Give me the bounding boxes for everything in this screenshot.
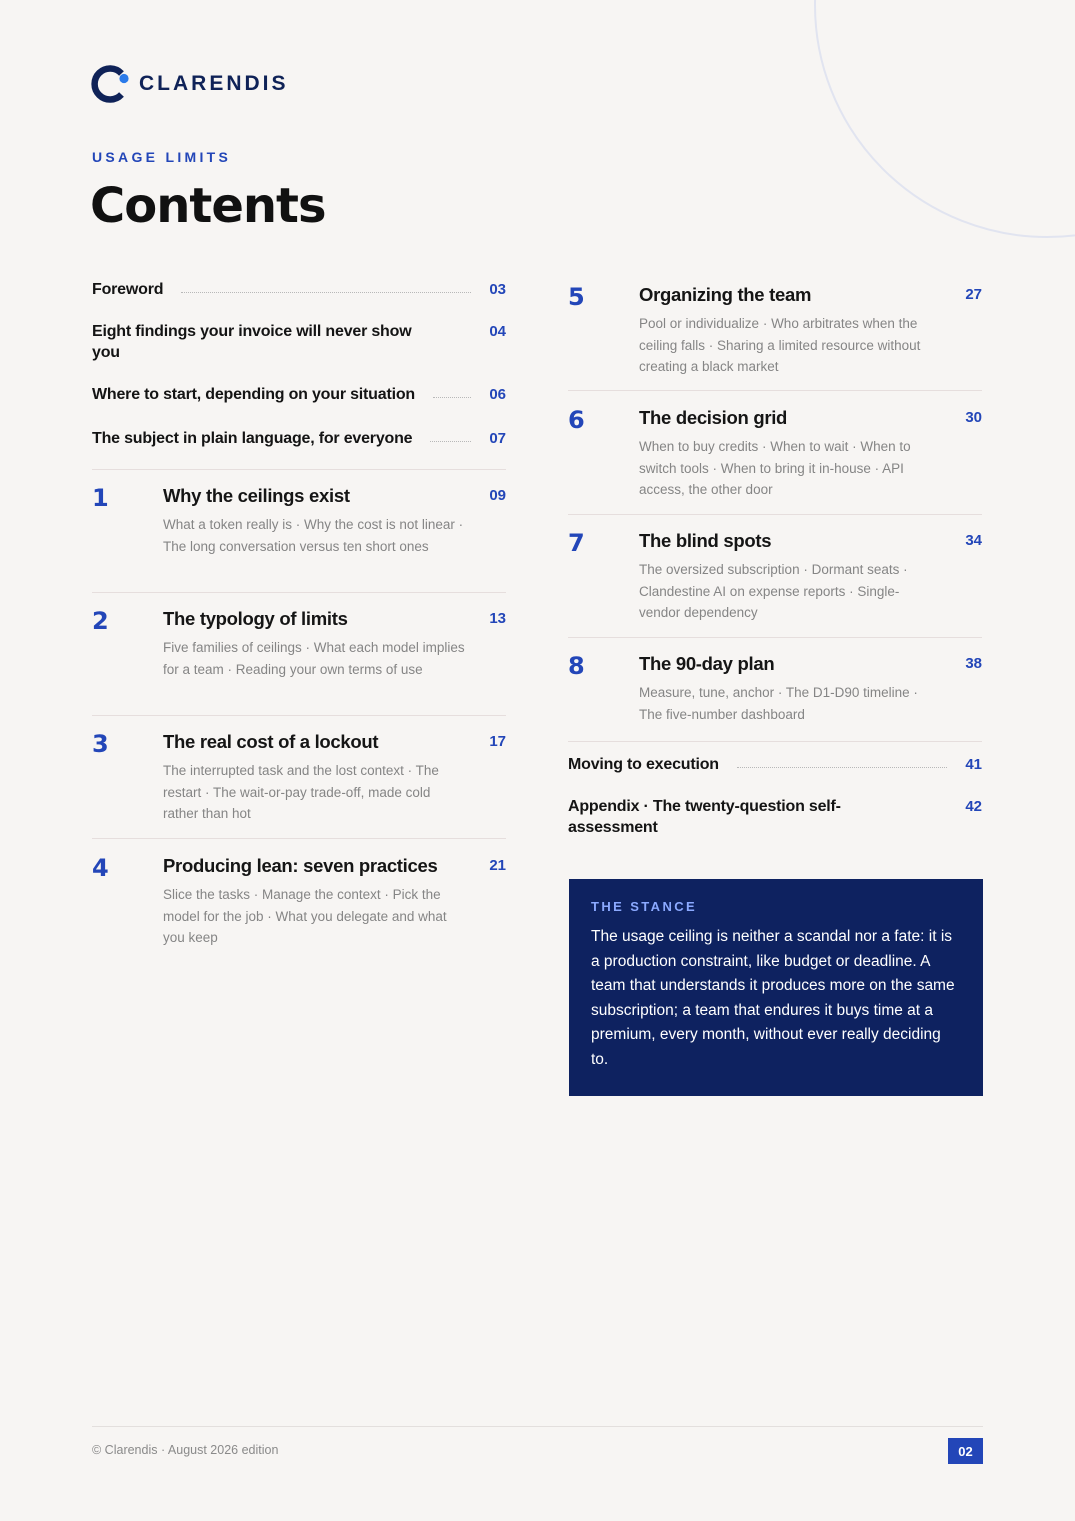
dot-leader: [181, 279, 471, 293]
chapter-title: The blind spots: [639, 530, 772, 551]
page-title: Contents: [90, 178, 326, 234]
chapter-number: 6: [568, 406, 585, 434]
decorative-arc: [814, 0, 1075, 238]
toc-entry-findings[interactable]: [92, 321, 506, 363]
brand-name: CLARENDIS: [139, 72, 289, 95]
divider: [92, 469, 506, 470]
divider: [92, 715, 506, 716]
chapter-page: 21: [489, 857, 506, 874]
chapter-4[interactable]: [92, 854, 506, 954]
toc-entry-title: Appendix · The twenty-question self-assessment: [568, 798, 841, 836]
brand-logo: [91, 64, 289, 104]
chapter-description: Measure, tune, anchor · The D1-D90 timeline · The five-number dashboard: [639, 685, 918, 722]
chapter-2[interactable]: [92, 607, 506, 707]
chapter-number: 2: [92, 607, 109, 635]
chapter-5[interactable]: [568, 283, 982, 383]
chapter-page: 09: [489, 487, 506, 504]
footer-divider: [92, 1426, 983, 1427]
page-number-badge: 02: [948, 1438, 983, 1464]
toc-entry-page: 07: [489, 430, 506, 447]
toc-entry-page: 03: [489, 281, 506, 298]
chapter-description: When to buy credits · When to wait · When to switch tools · When to bring it in-house · API access, the other door: [639, 439, 911, 497]
chapter-6[interactable]: [568, 406, 982, 506]
divider: [568, 514, 982, 515]
toc-entry-title: Moving to execution: [568, 756, 719, 773]
chapter-8[interactable]: [568, 652, 982, 732]
chapter-description: Five families of ceilings · What each model implies for a team · Reading your own terms of use: [163, 640, 465, 677]
chapter-title: Why the ceilings exist: [163, 485, 350, 506]
divider: [568, 637, 982, 638]
toc-entry-page: 06: [489, 386, 506, 403]
chapter-title: The 90-day plan: [639, 653, 775, 674]
chapter-page: 27: [965, 286, 982, 303]
divider: [568, 741, 982, 742]
toc-entry-foreword[interactable]: [92, 279, 506, 300]
chapter-title: Producing lean: seven practices: [163, 855, 438, 876]
dot-leader: [737, 754, 947, 768]
toc-entry-title: Where to start, depending on your situation: [92, 386, 415, 403]
divider: [92, 592, 506, 593]
toc-entry-title: Foreword: [92, 281, 164, 298]
section-eyebrow: USAGE LIMITS: [92, 149, 232, 165]
toc-entry-title: The subject in plain language, for everyone: [92, 430, 413, 447]
chapter-title: The typology of limits: [163, 608, 348, 629]
chapter-number: 4: [92, 854, 109, 882]
chapter-number: 7: [568, 529, 585, 557]
chapter-page: 34: [965, 532, 982, 549]
chapter-title: The decision grid: [639, 407, 788, 428]
divider: [568, 390, 982, 391]
stance-callout: [569, 879, 983, 1096]
stance-label: THE STANCE: [591, 899, 698, 914]
chapter-page: 13: [489, 610, 506, 627]
toc-entry-page: 04: [489, 323, 506, 340]
stance-text: The usage ceiling is neither a scandal nor a fate: it is a production constraint, like budget or deadline. A team that understands it produces more on the same subscription; a team that endures it buys time at a premium, every month, without ever really deciding to.: [591, 928, 955, 1068]
chapter-number: 1: [92, 484, 109, 512]
clarendis-logo-icon: [91, 64, 129, 104]
chapter-number: 8: [568, 652, 585, 680]
toc-entry-page: 41: [965, 756, 982, 773]
toc-entry-title: Eight findings your invoice will never show you: [92, 323, 412, 361]
toc-entry-where-to-start[interactable]: [92, 384, 506, 405]
toc-entry-page: 42: [965, 798, 982, 815]
chapter-page: 17: [489, 733, 506, 750]
footer-text: © Clarendis · August 2026 edition: [92, 1443, 279, 1457]
chapter-description: The interrupted task and the lost context · The restart · The wait-or-pay trade-off, made cold rather than hot: [163, 763, 439, 821]
chapter-number: 5: [568, 283, 585, 311]
chapter-7[interactable]: [568, 529, 982, 629]
divider: [92, 838, 506, 839]
chapter-page: 38: [965, 655, 982, 672]
chapter-3[interactable]: [92, 730, 506, 830]
chapter-description: Slice the tasks · Manage the context · Pick the model for the job · What you delegate and what you keep: [163, 887, 447, 945]
toc-entry-appendix[interactable]: [568, 796, 982, 838]
chapter-number: 3: [92, 730, 109, 758]
toc-entry-plain-language[interactable]: [92, 428, 506, 449]
chapter-description: Pool or individualize · Who arbitrates when the ceiling falls · Sharing a limited resource without creating a black market: [639, 316, 921, 374]
dot-leader: [433, 384, 471, 398]
toc-entry-moving-to-execution[interactable]: [568, 754, 982, 775]
chapter-title: Organizing the team: [639, 284, 812, 305]
chapter-description: The oversized subscription · Dormant seats · Clandestine AI on expense reports · Single-vendor dependency: [639, 562, 908, 620]
chapter-page: 30: [965, 409, 982, 426]
chapter-description: What a token really is · Why the cost is not linear · The long conversation versus ten short ones: [163, 517, 464, 554]
dot-leader: [430, 428, 471, 442]
chapter-title: The real cost of a lockout: [163, 731, 379, 752]
chapter-1[interactable]: [92, 484, 506, 584]
